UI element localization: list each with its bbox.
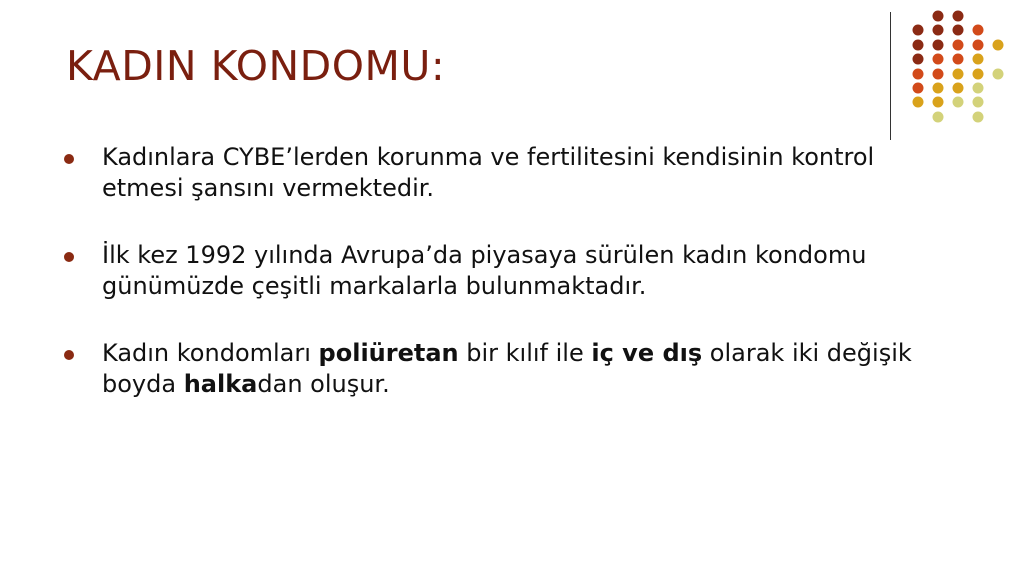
decor-dot	[973, 54, 984, 65]
decor-dot	[953, 54, 964, 65]
decor-dot	[933, 69, 944, 80]
decor-dot	[933, 83, 944, 94]
decor-dot	[973, 97, 984, 108]
decor-dot	[933, 97, 944, 108]
decor-dot	[973, 69, 984, 80]
bullet-bold-term: poliüretan	[318, 339, 459, 367]
decor-dot	[973, 25, 984, 36]
decor-dot	[953, 40, 964, 51]
decor-dot	[933, 112, 944, 123]
decor-dot	[973, 83, 984, 94]
decorative-dot-grid	[0, 0, 1024, 140]
decor-dot	[933, 54, 944, 65]
bullet-text-part: dan oluşur.	[257, 370, 390, 398]
decor-dot	[913, 69, 924, 80]
decor-dot	[973, 112, 984, 123]
bullet-text-part: olarak iki değişik boyda	[102, 339, 912, 398]
decor-dot	[913, 83, 924, 94]
decor-dot	[973, 40, 984, 51]
bullet-bold-term: iç ve dış	[591, 339, 703, 367]
decor-dot	[993, 69, 1004, 80]
bullet-text: Kadınlara CYBE’lerden korunma ve fertilitesini kendisinin kontrol etmesi şansını vermektedir.	[102, 143, 875, 202]
bullet-list	[62, 142, 962, 436]
decor-dot	[913, 40, 924, 51]
decor-dot	[933, 11, 944, 22]
bullet-text-part: bir kılıf ile	[458, 339, 592, 367]
decor-dot	[913, 54, 924, 65]
bullet-text: İlk kez 1992 yılında Avrupa’da piyasaya sürülen kadın kondomu günümüzde çeşitli markalarla bulunmaktadır.	[102, 241, 867, 300]
decor-dot	[953, 11, 964, 22]
bullet-marker	[64, 154, 74, 164]
decor-dot	[993, 40, 1004, 51]
decor-dot	[953, 25, 964, 36]
decor-dot	[953, 97, 964, 108]
decor-dot	[913, 97, 924, 108]
bullet-marker	[64, 252, 74, 262]
decor-dot	[953, 69, 964, 80]
decor-dot	[933, 40, 944, 51]
bullet-item	[62, 240, 962, 302]
decor-dot	[933, 25, 944, 36]
bullet-bold-term: halka	[183, 370, 258, 398]
decor-dot	[913, 25, 924, 36]
decor-dot	[953, 83, 964, 94]
bullet-text-part: Kadın kondomları	[102, 339, 319, 367]
slide-title: KADIN KONDOMU:	[66, 42, 446, 90]
bullet-item	[62, 338, 962, 400]
bullet-item	[62, 142, 962, 204]
bullet-marker	[64, 350, 74, 360]
